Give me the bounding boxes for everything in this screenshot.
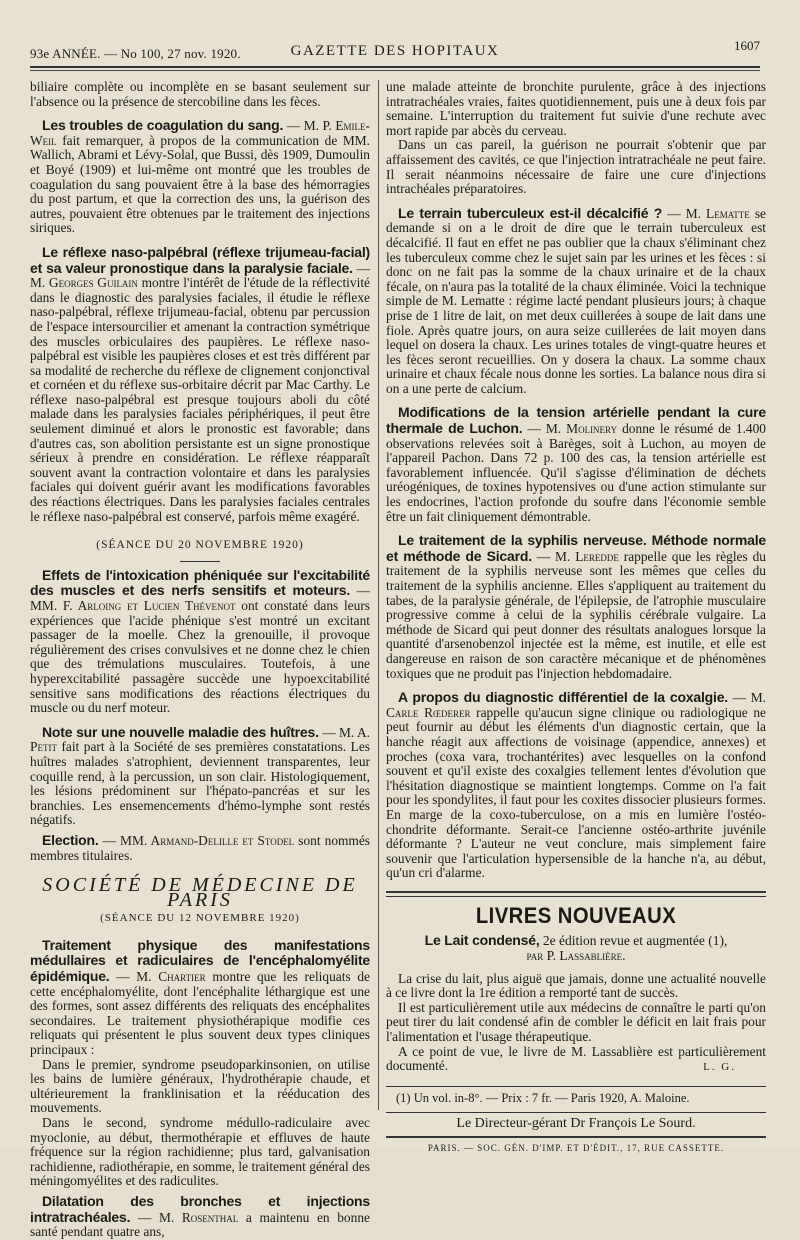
reviewer-initials: L. G. xyxy=(703,1060,736,1073)
paragraph: Dans le second, syndrome médullo-radiculaire avec myoclonie, au début, thermothérapie et effluves de haute fréquence sur la région rachidienne; plus tard, galvanisation rachidienne, radiothérapie, en somme, le traitement général des méningomyélites et des radiculites. xyxy=(30,1115,370,1189)
society-heading: SOCIÉTÉ DE MÉDECINE DE PARIS xyxy=(42,874,358,911)
article-text: fait part à la Société de ses premières constatations. Les huîtres malades s'atrophient, deviennent transparentes, leur coquille rend, à la percussion, un son clair. Histologiquement, les lésions prédominent sur l'hépato-pancréas et sur les branchies. Les ensemencements d'hémo-lymphe sont restés négatifs. xyxy=(30,739,370,828)
article-phenique xyxy=(30,568,370,716)
article-luchon xyxy=(386,405,766,524)
article-terrain xyxy=(386,206,766,397)
session-date: (SÉANCE DU 20 NOVEMBRE 1920) xyxy=(96,539,304,552)
article-election xyxy=(30,833,370,863)
article-title: Les troubles de coagulation du sang. xyxy=(42,117,284,134)
article-reflexe xyxy=(30,245,370,524)
paragraph: biliaire complète ou incomplète en se basant seulement sur l'absence ou la présence de stercobiline dans les fèces. xyxy=(30,79,370,109)
article-title: A propos du diagnostic différentiel de la coxalgie. xyxy=(398,689,728,706)
book-title: Le Lait condensé, xyxy=(424,932,540,949)
article-text: a maintenu en bonne santé pendant quatre ans, xyxy=(30,1209,370,1240)
right-column xyxy=(386,79,766,1153)
article-text: rappelle que les règles du traitement de la syphilis nerveuse sont les mêmes que celles du traitement de la syphilis ancienne. Elles s'appliquent au traitement du tabes, de la paralysie générale, de l'épilepsie, de l'atrophie musculaire progressive comme à celui de la syphilis cérébrale vulgaire. La méthode de Sicard qui peut donner des résultats analogues lorsque la quantité d'arsenobenzol injectée est la même, est inutile, et elle est dangereuse en raison de son caractère mécanique et de phénomènes toxiques que ne produit pas l'injection hebdomadaire. xyxy=(386,548,766,681)
column-divider xyxy=(378,80,379,1110)
article-author: — M. Leredde xyxy=(536,548,619,564)
issue-info: 93e ANNÉE. — No 100, 27 nov. 1920. xyxy=(30,46,241,61)
article-author: — M. Carle Rœderer xyxy=(386,690,766,720)
article-author: — M. A. Petit xyxy=(30,724,370,755)
session-date: (SÉANCE DU 12 NOVEMBRE 1920) xyxy=(100,912,300,925)
section-rule xyxy=(386,891,766,897)
paragraph: La crise du lait, plus aiguë que jamais, donne une actualité nouvelle à ce livre dont la 1re édition a remporté tant de succès. xyxy=(386,970,766,1001)
paragraph: A ce point de vue, le livre de M. Lassablière est particulièrement documenté. xyxy=(386,1043,766,1074)
article-encephalomyelite xyxy=(30,938,370,1058)
section-heading: LIVRES NOUVEAUX xyxy=(475,902,677,928)
article-syphilis xyxy=(386,533,766,681)
left-column xyxy=(30,79,370,1240)
article-tuberculose-coagulation xyxy=(30,118,370,236)
article-title: Modifications de la tension artérielle pendant la cure thermale de Luchon. xyxy=(386,404,766,437)
article-author: — MM. Armand-Delille et Stodel xyxy=(102,832,295,848)
article-text: fait remarquer, à propos de la communication de MM. Wallich, Abrami et Lévy-Solal, que Bussi, dès 1909, Dumoulin et Boyé (1909) et lui-même ont montré que les troubles de coagulation du sang pouvaient être à la base des hémorragies du post partum, et que la correction des uns, la guérison des autres, pouvaient être obtenues par le traitement des injections siriques. xyxy=(30,132,370,236)
article-title: Dilatation des bronches et injections intratrachéales. xyxy=(30,1192,370,1225)
page-number: 1607 xyxy=(734,38,760,53)
article-text: sont nommés membres titulaires. xyxy=(30,832,370,863)
article-author: — M. Georges Guilain xyxy=(30,260,370,291)
book-edition: 2e édition revue et augmentée (1), xyxy=(542,933,728,949)
article-title: Le réflexe naso-palpébral (réflexe trijumeau-facial) et sa valeur pronostique dans la paralysie faciale. xyxy=(30,243,370,276)
article-author: — M. Molinery xyxy=(527,421,618,437)
article-text: donne le résumé de 1.400 observations relevées soit à Barèges, soit à Luchon, au moyen de l'appareil Pachon. Dans 72 p. 100 des cas, la tension artérielle est favorablement influencée. Qu'il s'agisse d'élimination de déchets uréogéniques, de toxines hypotensives ou d'une action stimulante sur les endocrines, l'action profonde du soufre dans l'économie semble être un fait cliniquement démontrable. xyxy=(386,421,766,524)
page-header xyxy=(30,38,760,62)
article-author: — M. Lematte xyxy=(667,205,750,221)
article-text: ont constaté dans leurs expériences que l'acide phénique s'est montré un excitant passager de la moelle. Chez la grenouille, il provoque régulièrement des crises convulsives et ne donne chez le chien que des trémulations musculaires. Toutefois, à une hyperexcitabilité passagère succède une hypoexcitabilité sensitive sans modifications des réactions électriques du muscle ou du nerf moteur. xyxy=(30,598,370,716)
article-text: montre que les reliquats de cette encéphalomyélite, dont l'encéphalite léthargique est une des formes, sont assez différents des reliquats des encéphalites secondaires. Le traitement physiothérapique modifie ces reliquats qui présentent le plus souvent deux types cliniques principaux : xyxy=(30,969,370,1058)
article-title: Le terrain tuberculeux est-il décalcifié ? xyxy=(398,204,663,221)
article-title: Effets de l'intoxication phéniquée sur l'excitabilité des muscles et des nerfs sensitifs et moteurs. xyxy=(30,566,370,599)
article-title: Election. xyxy=(42,831,99,848)
article-title: Le traitement de la syphilis nerveuse. Méthode normale et méthode de Sicard. xyxy=(386,532,766,564)
article-huitres xyxy=(30,725,370,828)
article-author: — M. P. Emile-Weil xyxy=(30,118,370,148)
article-author: — M. Rosenthal xyxy=(137,1209,239,1225)
paragraph: une malade atteinte de bronchite purulente, grâce à des injections intratrachéales vraies, faites quotidiennement, puis une à deux fois par semaine. L'interruption du traitement fut suivie d'une rechute avec mort rapide par abcès du cerveau. xyxy=(386,79,766,138)
director-line: Le Directeur-gérant Dr François Le Sourd. xyxy=(456,1116,696,1131)
footnote: (1) Un vol. in-8°. — Prix : 7 fr. — Paris 1920, A. Maloine. xyxy=(386,1086,766,1106)
short-rule xyxy=(180,561,220,562)
footer-rule xyxy=(386,1112,766,1113)
article-title: Note sur une nouvelle maladie des huîtres. xyxy=(42,723,319,740)
article-text: montre l'intérêt de l'étude de la réflectivité dans le diagnostic des paralysies faciales, il étudie le réflexe naso-palpébral, réflexe trijumeau-facial, obtenu par percussion de l'espace intersourcilier et amenant la contraction symétrique des muscles orbiculaires des paupières. Le réflexe naso-palpébral est visible les paupières closes et est très différent par sa modalité de recherche du réflexe de clignement conjonctival et cornéen et du réflexe sus-orbitaire décrit par Mac Carthy. Le réflexe naso-palpébral est presque toujours aboli du côté malade dans les paralysies faciales périphériques, il peut être seulement diminué et alors le pronostic est favorable; dans d'autres cas, son abolition persistante est un signe pronostique sérieux à prendre en considération. Le réflexe réapparaît souvent avant la contraction volontaire et dans les paralysies faciales qui doivent guérir avant les modifications favorables des réactions électriques. Dans les paralysies faciales centrales le réflexe naso-palpébral est conservé, parfois même exagéré. xyxy=(30,275,370,524)
article-title: Traitement physique des manifestations médullaires et radiculaires de l'encéphalomyélite épidémique. xyxy=(30,936,370,985)
printer-imprint: PARIS. — SOC. GÉN. D'IMP. ET D'ÉDIT., 17, RUE CASSETTE. xyxy=(386,1136,766,1156)
book-author: par P. Lassablière. xyxy=(526,948,626,964)
header-rule-thin xyxy=(30,70,760,71)
journal-title: GAZETTE DES HOPITAUX xyxy=(290,43,500,59)
article-text: rappelle qu'aucun signe clinique ou radiologique ne peut fournir au début les éléments d'un diagnostic certain, que la hanche réagit aux affections de voisinage (appendice, annexes) et proches (coxa vara, trochantérites) avec lesquelles on la confond souvent et qu'il existe des coxalgies tellement lentes d'évolution que l'hésitation diagnostique se maintient longtemps. Comme on l'a fait pour les spondylites, il faut pour les coxites dissocier plusieurs formes. En marge de la coxo-tuberculose, on a mis en lumière l'ostéo-chondrite déformante. Serait-ce l'ancienne ostéo-arthrite juvénile déformante ? L'auteur ne veut conclure, mais simplement faire souvenir que l'articulation hypersensible de la hanche n'a, au début, qu'un cri d'alarme. xyxy=(386,704,766,881)
paragraph: Il est particulièrement utile aux médecins de connaître le parti qu'on peut tirer du lait condensé afin de combler le déficit en lait frais pour l'alimentation et l'usage thérapeutique. xyxy=(386,999,766,1045)
book-title-line xyxy=(386,933,766,949)
article-bronches xyxy=(30,1194,370,1240)
header-rule xyxy=(30,66,760,68)
article-coxalgie xyxy=(386,690,766,881)
paragraph: Dans un cas pareil, la guérison ne pourrait s'obtenir que par affaissement des cavités, ce que l'injection intratrachéale ne peut faire. Il serait néanmoins nécessaire de faire une cure d'injections intrachéales préparatoires. xyxy=(386,137,766,197)
article-author: — MM. F. Arloing et Lucien Thévenot xyxy=(30,583,370,613)
paragraph: Dans le premier, syndrome pseudoparkinsonien, on utilise les bains de lumière généraux, l'hydrothérapie chaude, et ultérieurement la franklinisation et la rééducation des mouvements. xyxy=(30,1056,370,1116)
article-author: — M. Chartier xyxy=(116,969,206,985)
article-text: se demande si on a le droit de dire que le terrain tuberculeux est décalcifié. Il faut en effet ne pas oublier que la chaux s'éliminant chez les tuberculeux comme chez le sujet sain par les urines et les fèces : si donc on ne fait pas la somme de la chaux urinaire et de la chaux fécale, on n'aura pas la totalité de la chaux éliminée. Voici la technique simple de M. Lematte : régime lacté pendant plusieurs jours; à chaque prise de 1 litre de lait, on met deux cuillerées à soupe de lait dans une fiole. Après quatre jours, on aura seize cuillerées de lait moyen dans lequel on dosera la chaux. Les urines totales de vingt-quatre heures et les fèces seront recueillies. On y dosera la chaux. La somme chaux urinaire et chaux fécale nous donne les sorties. La balance nous dira si on a une perte de calcium. xyxy=(386,205,766,396)
